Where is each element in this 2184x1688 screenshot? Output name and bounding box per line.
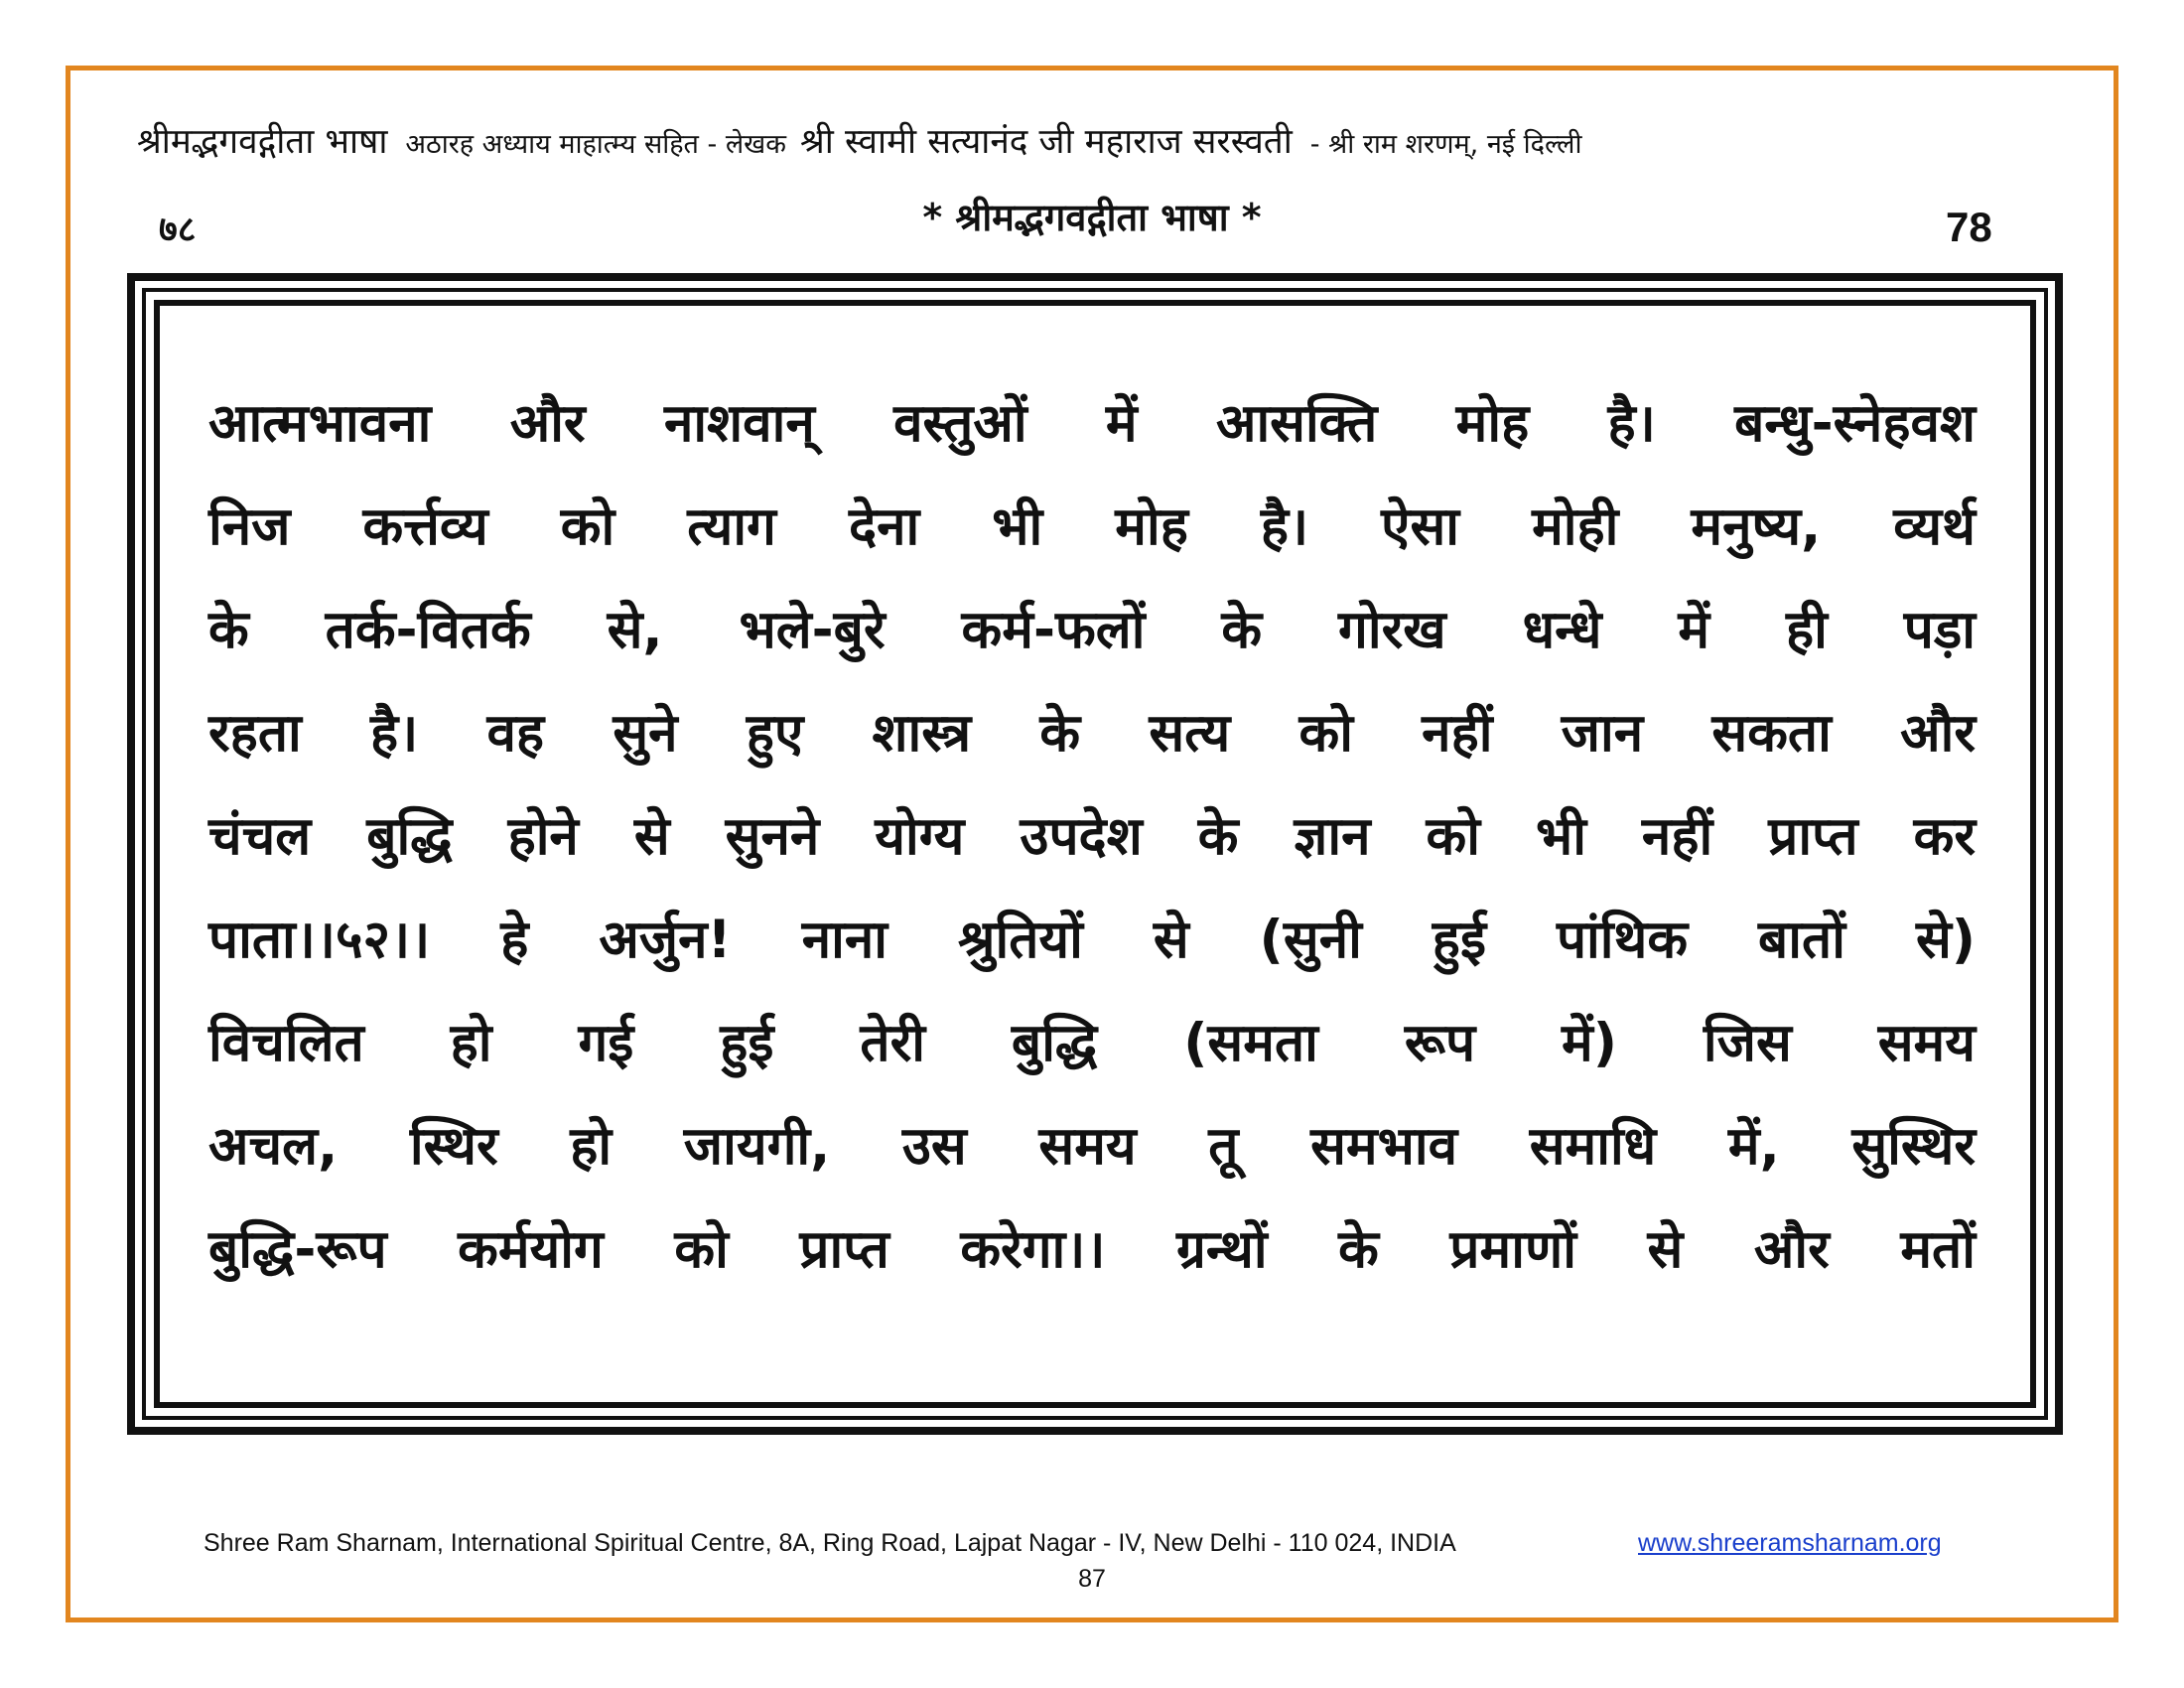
website-link[interactable]: www.shreeramsharnam.org [1638,1529,1942,1557]
text-line: रहता है। वह सुने हुए शास्त्र के सत्य को नहीं जान सकता और [208,703,1976,764]
text-line: पाता।।५२।। हे अर्जुन! नाना श्रुतियों से (सुनी हुई पांथिक बातों से) [208,910,1976,970]
text-line: चंचल बुद्धि होने से सुनने योग्य उपदेश के ज्ञान को भी नहीं प्राप्त कर [208,806,1976,867]
text-line: आत्मभावना और नाशवान् वस्तुओं में आसक्ति मोह है। बन्धु-स्नेहवश [208,393,1976,454]
page-number-devanagari: ७८ [159,210,197,250]
text-line: के तर्क-वितर्क से, भले-बुरे कर्म-फलों के गोरख धन्धे में ही पड़ा [208,600,1976,660]
footer-address: Shree Ram Sharnam, International Spiritual Centre, 8A, Ring Road, Lajpat Nagar - IV, New Delhi - 110 024, INDIA [204,1529,1456,1557]
book-subtitle: अठारह अध्याय माहात्म्य सहित - लेखक [405,129,786,160]
text-line: निज कर्त्तव्य को त्याग देना भी मोह है। ऐसा मोही मनुष्य, व्यर्थ [208,496,1976,557]
body-text [208,372,1976,1302]
author-name: श्री स्वामी सत्यानंद जी महाराज सरस्वती [799,122,1293,162]
publisher-name: - श्री राम शरणम्, नई दिल्ली [1309,129,1582,160]
running-header [137,117,2063,177]
text-line: विचलित हो गई हुई तेरी बुद्धि (समता रूप में) जिस समय [208,1013,1976,1073]
text-line: बुद्धि-रूप कर्मयोग को प्राप्त करेगा।। ग्रन्थों के प्रमाणों से और मतों [208,1219,1976,1280]
text-line: अचल, स्थिर हो जायगी, उस समय तू समभाव समाधि में, सुस्थिर [208,1116,1976,1177]
book-title: श्रीमद्भगवद्गीता भाषा [137,122,388,162]
footer-page-number: 87 [1078,1565,1106,1593]
page-subtitle: * श्रीमद्भगवद्गीता भाषा * [922,196,1262,239]
page-number: 78 [1946,204,1992,250]
